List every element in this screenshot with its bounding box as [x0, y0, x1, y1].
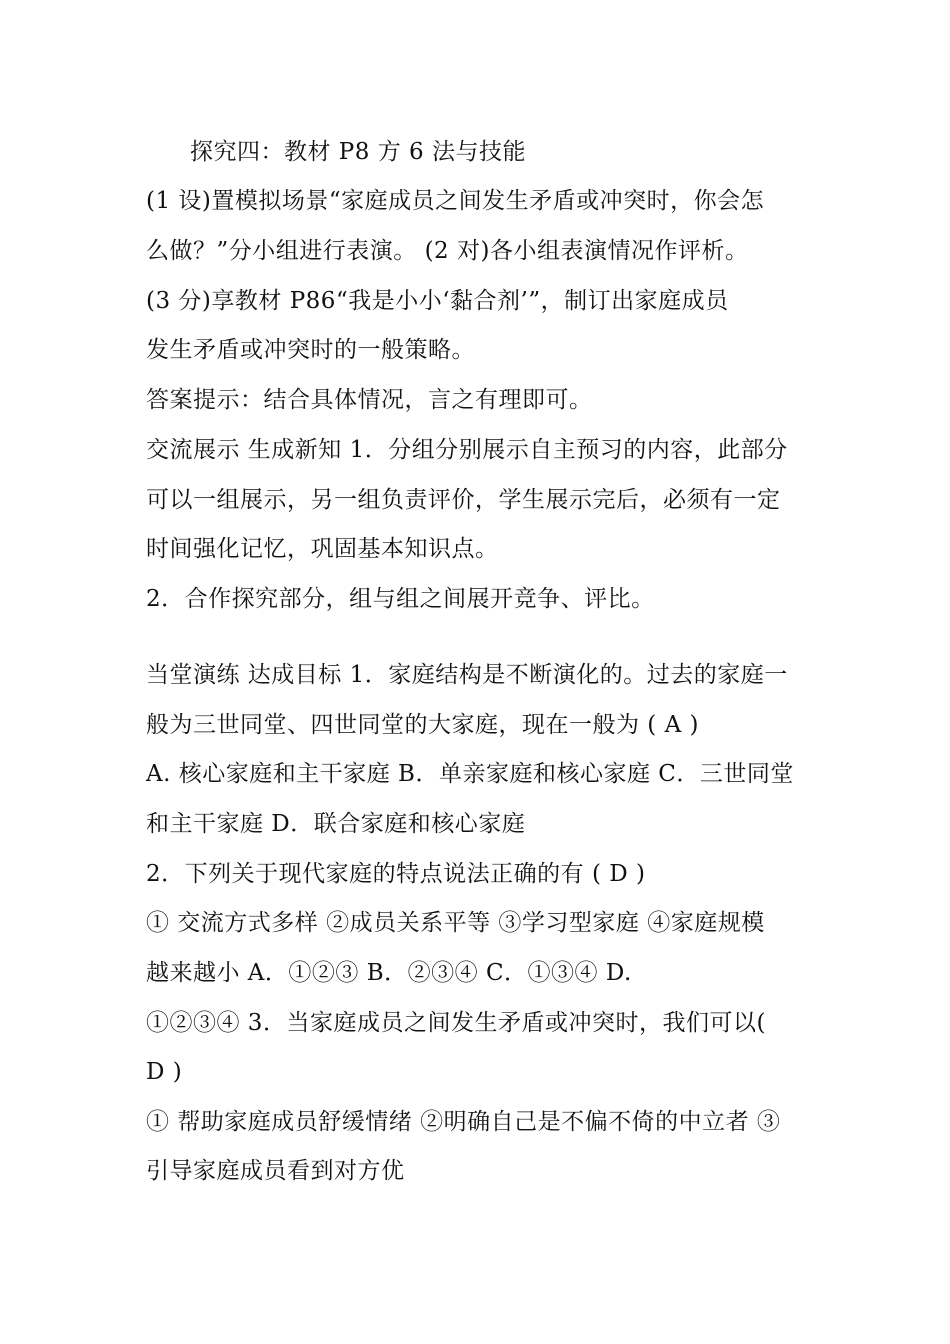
exercise-line: ① 交流方式多样 ②成员关系平等 ③学习型家庭 ④家庭规模: [146, 910, 765, 936]
paragraph-line: (1 设)置模拟场景“家庭成员之间发生矛盾或冲突时，你会怎: [146, 188, 765, 214]
paragraph-line: 可以一组展示，另一组负责评价，学生展示完后，必须有一定: [146, 487, 781, 513]
section-heading: 探究四：教材 P8 方 6 法与技能: [190, 139, 526, 165]
exercise-options-line: 越来越小 A．①②③ B．②③④ C．①③④ D.: [146, 960, 632, 986]
exercise-line: ① 帮助家庭成员舒缓情绪 ②明确自己是不偏不倚的中立者 ③: [146, 1109, 781, 1135]
paragraph-line: 2．合作探究部分，组与组之间展开竞争、评比。: [146, 586, 655, 612]
exercise-line: D ): [146, 1059, 183, 1085]
paragraph-line: 发生矛盾或冲突时的一般策略。: [146, 337, 475, 363]
exercise-line: 般为三世同堂、四世同堂的大家庭，现在一般为 ( A ): [146, 712, 699, 738]
exercise-options-line: 和主干家庭 D．联合家庭和核心家庭: [146, 811, 526, 837]
paragraph-line: 交流展示 生成新知 1．分组分别展示自主预习的内容，此部分: [146, 437, 788, 463]
paragraph-line: (3 分)享教材 P86“我是小小‘黏合剂’”，制订出家庭成员: [146, 288, 729, 314]
exercise-line: 引导家庭成员看到对方优: [146, 1158, 405, 1184]
answer-hint-line: 答案提示：结合具体情况，言之有理即可。: [146, 387, 593, 413]
exercise-options-line: A. 核心家庭和主干家庭 B．单亲家庭和核心家庭 C．三世同堂: [146, 761, 794, 787]
exercise-line: 2．下列关于现代家庭的特点说法正确的有 ( D ): [146, 861, 646, 887]
exercise-line: 当堂演练 达成目标 1．家庭结构是不断演化的。过去的家庭一: [146, 662, 788, 688]
exercise-line: ①②③④ 3．当家庭成员之间发生矛盾或冲突时，我们可以(: [146, 1010, 766, 1036]
paragraph-line: 时间强化记忆，巩固基本知识点。: [146, 536, 499, 562]
paragraph-line: 么做？”分小组进行表演。 (2 对)各小组表演情况作评析。: [146, 238, 749, 264]
